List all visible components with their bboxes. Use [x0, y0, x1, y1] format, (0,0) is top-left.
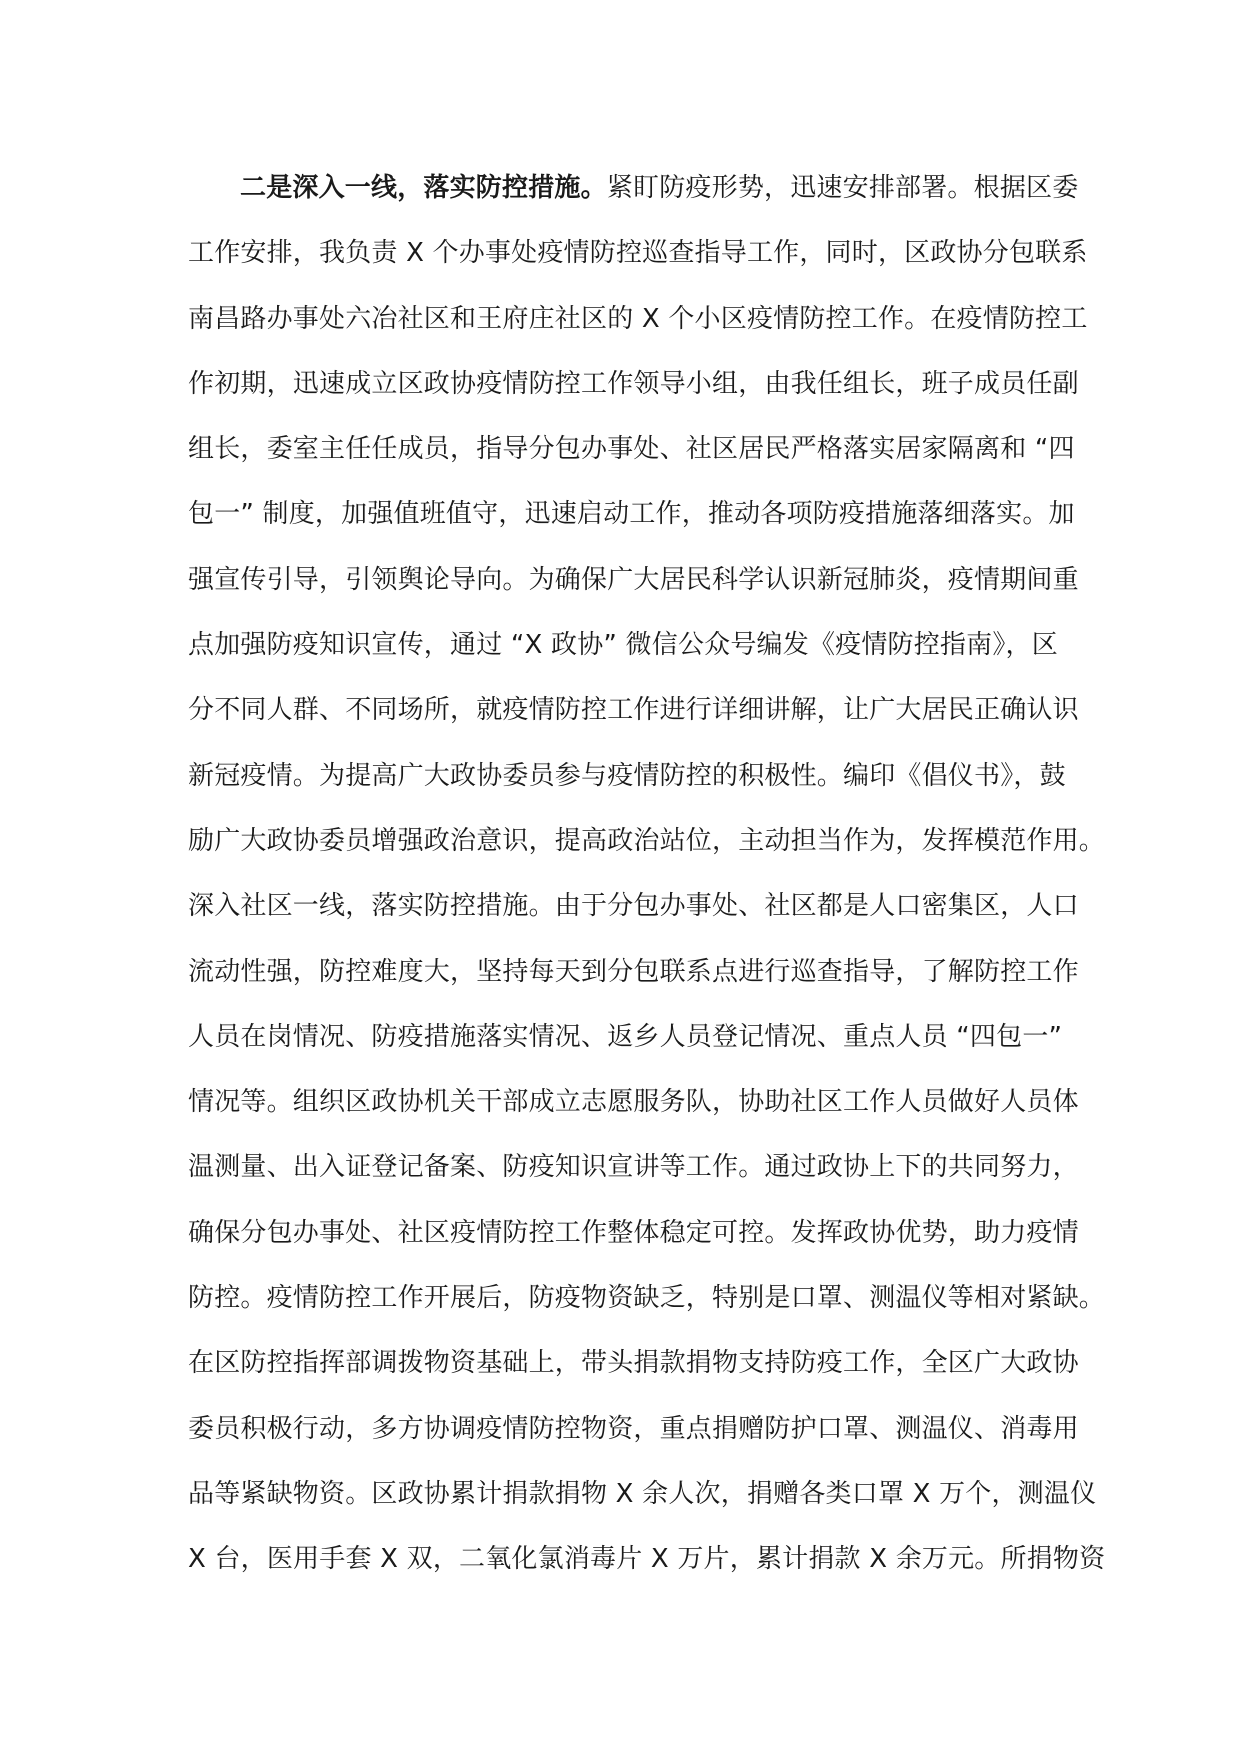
text-line: 深入社区一线，落实防控措施。由于分包办事处、社区都是人口密集区，人口	[188, 891, 1079, 922]
text-line: 包一” 制度，加强值班值守，迅速启动工作，推动各项防疫措施落细落实。加	[188, 499, 1075, 530]
text-line: 品等紧缺物资。区政协累计捐款捐物 X 余人次，捐赠各类口罩 X 万个，测温仪	[188, 1478, 1097, 1509]
text-line: 确保分包办事处、社区疫情防控工作整体稳定可控。发挥政协优势，助力疫情	[188, 1217, 1079, 1248]
body-paragraph	[188, 170, 1106, 1607]
text-line	[188, 170, 1079, 235]
text-line: 新冠疫情。为提高广大政协委员参与疫情防控的积极性。编印《倡仪书》，鼓	[188, 760, 1066, 791]
text-line: 励广大政协委员增强政治意识，提高政治站位，主动担当作为，发挥模范作用。	[188, 825, 1106, 856]
text-line: 工作安排，我负责 X 个办事处疫情防控巡查指导工作，同时，区政协分包联系	[188, 238, 1088, 269]
text-line: 在区防控指挥部调拨物资基础上，带头捐款捐物支持防疫工作，全区广大政协	[188, 1348, 1079, 1379]
text-line: 温测量、出入证登记备案、防疫知识宣讲等工作。通过政协上下的共同努力，	[188, 1152, 1079, 1183]
text-line: X 台，医用手套 X 双，二氧化氯消毒片 X 万片，累计捐款 X 余万元。所捐物资	[188, 1544, 1106, 1575]
text-line: 点加强防疫知识宣传，通过 “X 政协” 微信公众号编发《疫情防控指南》，区	[188, 630, 1058, 661]
text-line: 防控。疫情防控工作开展后，防疫物资缺乏，特别是口罩、测温仪等相对紧缺。	[188, 1283, 1106, 1314]
text-line: 情况等。组织区政协机关干部成立志愿服务队，协助社区工作人员做好人员体	[188, 1087, 1079, 1118]
text-line: 分不同人群、不同场所，就疫情防控工作进行详细讲解，让广大居民正确认识	[188, 695, 1079, 726]
paragraph-lead-bold: 二是深入一线，落实防控措施。	[240, 173, 607, 203]
text-line: 人员在岗情况、防疫措施落实情况、返乡人员登记情况、重点人员 “四包一”	[188, 1021, 1063, 1052]
text-line: 委员积极行动，多方协调疫情防控物资，重点捐赠防护口罩、测温仪、消毒用	[188, 1413, 1079, 1444]
text-line-content: 紧盯防疫形势，迅速安排部署。根据区委	[606, 173, 1079, 203]
text-line: 南昌路办事处六冶社区和王府庄社区的 X 个小区疫情防控工作。在疫情防控工	[188, 303, 1088, 334]
text-line: 组长，委室主任任成员，指导分包办事处、社区居民严格落实居家隔离和 “四	[188, 434, 1075, 465]
text-line: 作初期，迅速成立区政协疫情防控工作领导小组，由我任组长，班子成员任副	[188, 368, 1079, 399]
text-line: 流动性强，防控难度大，坚持每天到分包联系点进行巡查指导，了解防控工作	[188, 956, 1079, 987]
text-line: 强宣传引导，引领舆论导向。为确保广大居民科学认识新冠肺炎，疫情期间重	[188, 564, 1079, 595]
